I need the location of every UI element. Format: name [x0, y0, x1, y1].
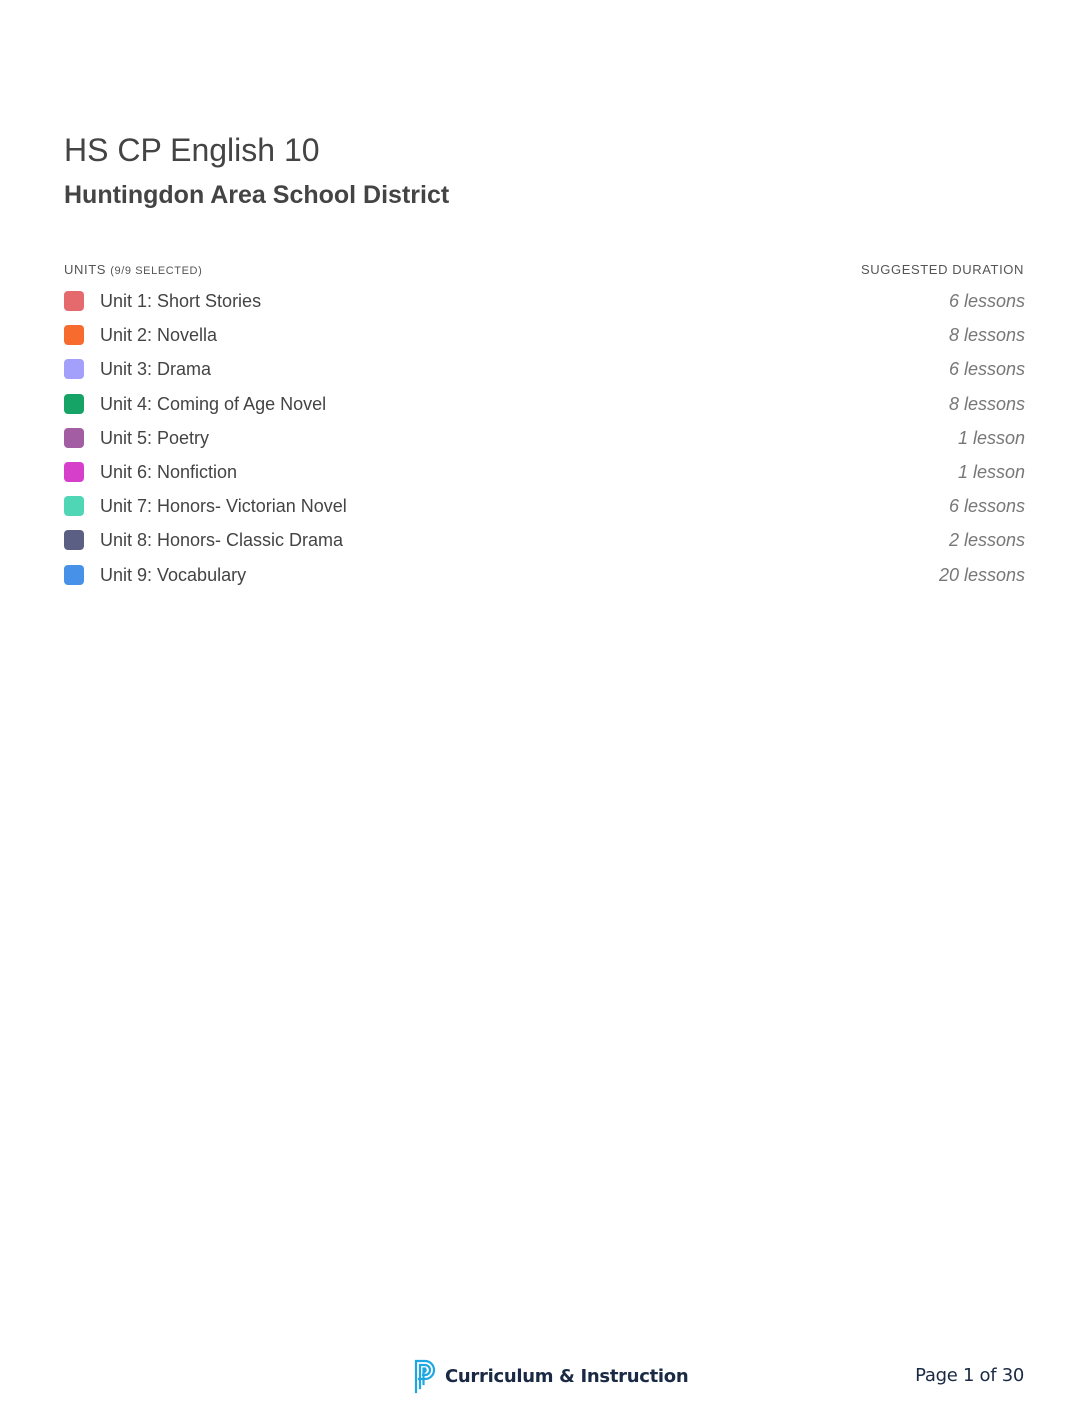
unit-color-swatch: [64, 530, 84, 550]
brand-text: Curriculum & Instruction: [445, 1365, 689, 1387]
footer-brand: [413, 1358, 688, 1394]
unit-list: [64, 284, 1025, 592]
unit-row: [64, 387, 1025, 421]
unit-row: [64, 455, 1025, 489]
unit-row: [64, 489, 1025, 523]
unit-color-swatch: [64, 496, 84, 516]
suggested-duration-label: SUGGESTED DURATION: [861, 262, 1024, 277]
units-label: UNITS: [64, 262, 106, 277]
unit-row: [64, 558, 1025, 592]
logo-stroke: [424, 1369, 426, 1385]
unit-name: Unit 4: Coming of Age Novel: [100, 393, 327, 414]
unit-row: [64, 523, 1025, 557]
page-label: Page: [915, 1365, 958, 1386]
unit-duration: 8 lessons: [948, 325, 1025, 346]
unit-row: [64, 421, 1025, 455]
units-selection-count: (9/9 SELECTED): [110, 265, 203, 277]
unit-name: Unit 5: Poetry: [100, 427, 210, 448]
unit-duration: 20 lessons: [938, 564, 1025, 585]
page-current: 1: [962, 1365, 975, 1386]
unit-duration: 1 lesson: [957, 461, 1025, 482]
unit-row: [64, 284, 1025, 318]
unit-color-swatch: [64, 325, 84, 345]
unit-name: Unit 2: Novella: [100, 325, 218, 346]
unit-duration: 1 lesson: [957, 427, 1025, 448]
units-header-label: [64, 262, 202, 277]
unit-color-swatch: [64, 565, 84, 585]
unit-name: Unit 1: Short Stories: [100, 291, 262, 311]
unit-color-swatch: [64, 359, 84, 379]
district-name: Huntingdon Area School District: [64, 181, 450, 209]
unit-name: Unit 9: Vocabulary: [100, 564, 247, 585]
unit-color-swatch: [64, 291, 84, 311]
unit-row: [64, 318, 1025, 352]
unit-duration: 6 lessons: [948, 359, 1025, 380]
unit-color-swatch: [64, 394, 84, 414]
page-title: HS CP English 10: [64, 132, 320, 168]
unit-name: Unit 8: Honors- Classic Drama: [100, 530, 344, 551]
page-total: 30: [1001, 1365, 1024, 1386]
unit-color-swatch: [64, 462, 84, 482]
unit-name: Unit 3: Drama: [100, 359, 212, 380]
unit-name: Unit 6: Nonfiction: [100, 461, 238, 482]
units-header: [64, 262, 1024, 278]
powerschool-logo-icon: [413, 1358, 439, 1394]
unit-duration: 6 lessons: [948, 496, 1025, 517]
unit-name: Unit 7: Honors- Victorian Novel: [100, 496, 347, 517]
unit-duration: 8 lessons: [948, 393, 1025, 414]
page-number: [915, 1365, 1024, 1386]
unit-row: [64, 352, 1025, 386]
unit-color-swatch: [64, 428, 84, 448]
unit-duration: 6 lessons: [948, 291, 1025, 311]
page-of: of: [979, 1365, 997, 1386]
unit-duration: 2 lessons: [948, 530, 1025, 551]
